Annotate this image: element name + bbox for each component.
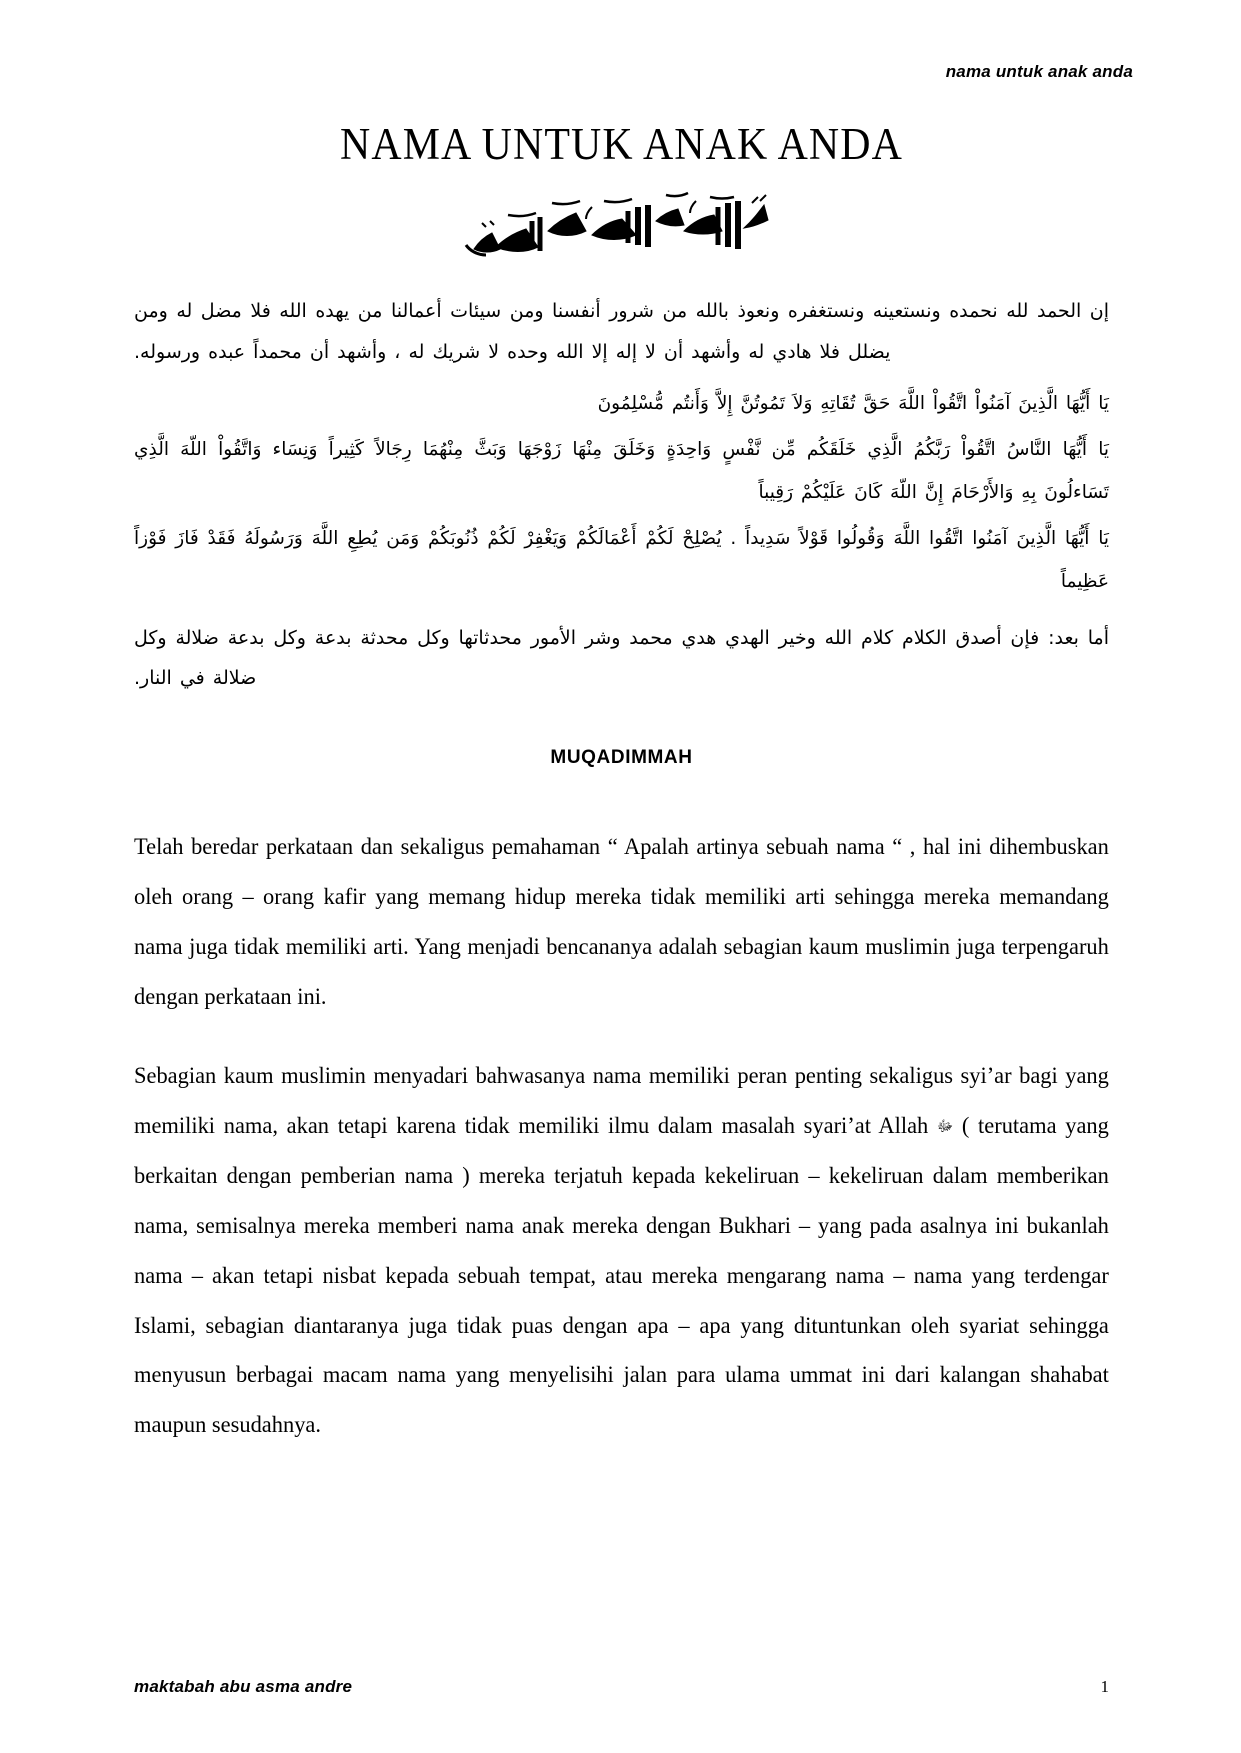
page-title: NAMA UNTUK ANAK ANDA: [340, 119, 903, 169]
body-paragraph-2-part-b: ( terutama yang berkaitan dengan pemberian nama ) mereka terjatuh kepada kekeliruan – kekeliruan dalam memberikan nama, semisalnya mereka memberi nama anak mereka dengan Bukhari – yang pada asalnya ini bukanlah nama – akan tetapi nisbat kepada sebuah tempat, atau mereka mengarang nama – nama yang terdengar Islami, sebagian diantaranya juga tidak puas dengan apa – apa yang dituntunkan oleh syariat sehingga menyusun berbagai macam nama yang menyelisihi jalan para ulama ummat ini dari kalangan shahabat maupun sesudahnya.: [134, 1113, 1109, 1439]
arabic-verse-ali-imran-102: يَا أَيُّهَا الَّذِينَ آمَنُواْ اتَّقُواْ اللَّهَ حَقَّ تُقَاتِهِ وَلاَ تَمُوتُنَّ إِلاَّ وَأَنتُم مُّسْلِمُونَ: [597, 392, 1109, 414]
arabic-verse-al-ahzab-70-71: يَا أَيُّهَا الَّذِينَ آمَنُوا اتَّقُوا اللَّهَ وَقُولُوا قَوْلاً سَدِيداً . يُصْلِحْ لَكُمْ أَعْمَالَكُمْ وَيَغْفِرْ لَكُمْ ذُنُوبَكُمْ وَمَن يُطِعِ اللَّهَ وَرَسُولَهُ فَقَدْ فَازَ فَوْزاً عَظِيماً: [134, 528, 1109, 592]
arabic-amma-badu: أما بعد: فإن أصدق الكلام كلام الله وخير الهدي هدي محمد وشر الأمور محدثاتها وكل محدثة بدعة وكل بدعة ضلالة وكل ضلالة في النار.: [134, 626, 1109, 690]
page-footer: [134, 1677, 1109, 1697]
footer-note: maktabah abu asma andre: [134, 1677, 353, 1696]
body-paragraph-1: Telah beredar perkataan dan sekaligus pemahaman “ Apalah artinya sebuah nama “ , hal ini dihembuskan oleh orang – orang kafir yang memang hidup mereka tidak memiliki arti sehingga mereka memandang nama juga tidak memiliki arti. Yang menjadi bencananya adalah sebagian kaum muslimin juga terpengaruh dengan perkataan ini.: [134, 834, 1109, 1010]
page-number: 1: [1100, 1677, 1109, 1696]
document-content: [134, 118, 1109, 1481]
body-paragraph-2: [134, 1052, 1109, 1451]
arabic-verse-an-nisa-1: يَا أَيُّهَا النَّاسُ اتَّقُواْ رَبَّكُمُ الَّذِي خَلَقَكُم مِّن نَّفْسٍ وَاحِدَةٍ وَخَلَقَ مِنْهَا زَوْجَهَا وَبَثَّ مِنْهُمَا رِجَالاً كَثِيراً وَنِسَاء وَاتَّقُواْ اللّهَ الَّذِي تَسَاءلُونَ بِهِ وَالأَرْحَامَ إِنَّ اللّهَ كَانَ عَلَيْكُمْ رَقِيباً: [134, 439, 1109, 503]
allah-honorific-glyph: ﷻ: [936, 1119, 954, 1136]
bismillah-calligraphy: [134, 187, 1109, 265]
section-heading-muqadimmah: MUQADIMMAH: [550, 747, 693, 769]
arabic-khutbah-hajah: إن الحمد لله نحمده ونستعينه ونستغفره ونعوذ بالله من شرور أنفسنا ومن سيئات أعمالنا من يهده الله فلا مضل له ومن يضلل فلا هادي له وأشهد أن لا إله إلا الله وحده لا شريك له ، وأشهد أن محمداً عبده ورسوله.: [134, 300, 1109, 363]
running-header: nama untuk anak anda: [945, 62, 1133, 81]
body-paragraph-2-part-a: Sebagian kaum muslimin menyadari bahwasanya nama memiliki peran penting sekaligus syi’ar bagi yang memiliki nama, akan tetapi karena tidak memiliki ilmu dalam masalah syari’at Allah: [134, 1063, 1109, 1140]
